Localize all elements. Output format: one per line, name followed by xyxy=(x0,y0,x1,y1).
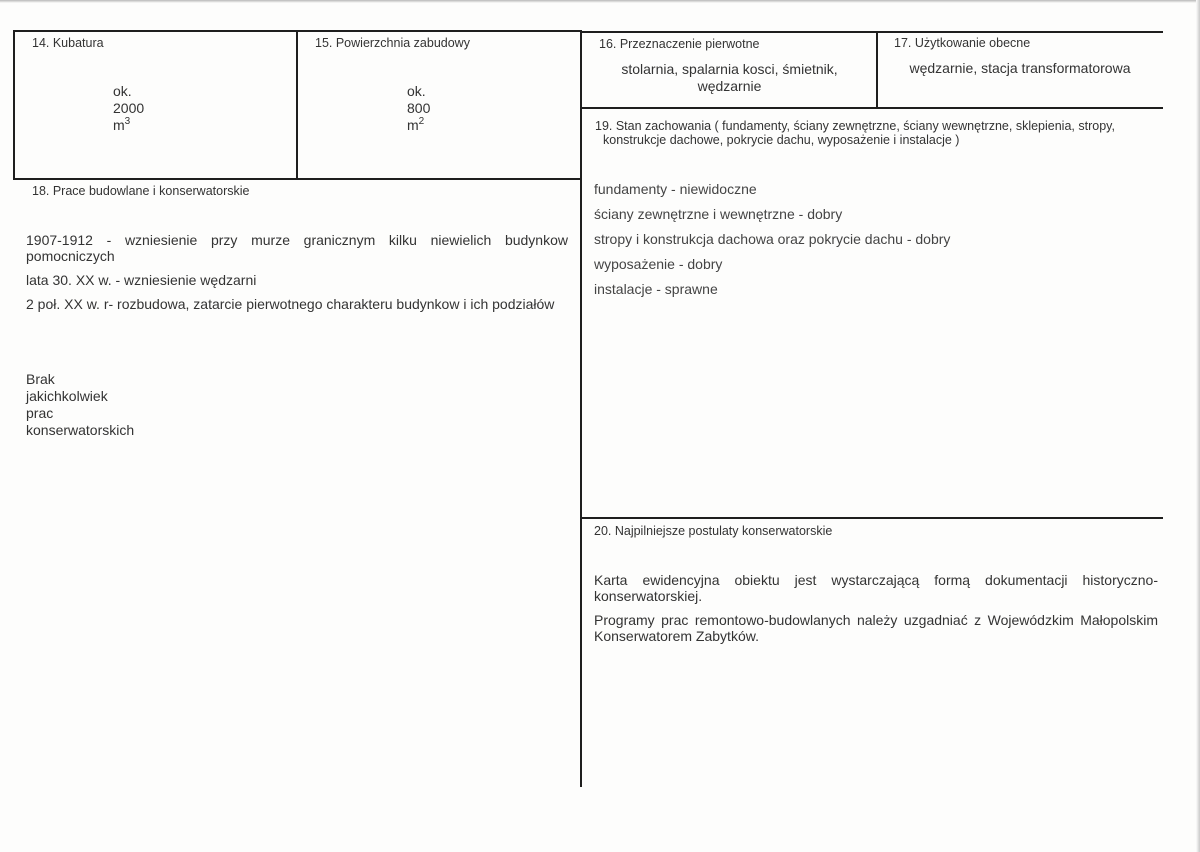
field-17-label: 17. Użytkowanie obecne xyxy=(894,36,1031,50)
field-17-value: wędzarnie, stacja transformatorowa xyxy=(909,60,1131,76)
field-14-value xyxy=(113,83,148,134)
field-19-item-2: ściany zewnętrzne i wewnętrzne - dobry xyxy=(594,206,843,222)
field-19-label-line1: 19. Stan zachowania ( fundamenty, ściany zewnętrzne, ściany wewnętrzne, sklepienia, stropy, xyxy=(595,119,1115,133)
scan-edge-top xyxy=(0,0,1200,3)
rule-f20-top xyxy=(581,517,1163,519)
field-20-label: 20. Najpilniejsze postulaty konserwatorskie xyxy=(594,524,833,538)
field-19-label-line2: konstrukcje dachowe, pokrycie dachu, wyposażenie i instalacje ) xyxy=(603,133,960,147)
field-20-paragraph-2: Programy prac remontowo-budowlanych należy uzgadniać z Wojewódzkim Małopolskim Konserwatorem Zabytków. xyxy=(594,612,1158,644)
field-15-value xyxy=(407,83,434,134)
rule-left-edge xyxy=(13,30,15,180)
field-18-paragraph-1: 1907-1912 - wzniesienie przy murze granicznym kilku niewielich budynkow pomocniczych xyxy=(26,232,568,264)
rule-f14-f15 xyxy=(296,30,298,180)
field-15-label: 15. Powierzchnia zabudowy xyxy=(315,36,470,50)
field-18-note: Brak jakichkolwiek prac konserwatorskich xyxy=(26,371,135,438)
field-16-label: 16. Przeznaczenie pierwotne xyxy=(599,37,760,51)
field-15-unit: m xyxy=(407,117,419,133)
field-15-number: ok. 800 xyxy=(407,83,431,116)
field-20-paragraph-1: Karta ewidencyjna obiektu jest wystarczającą formą dokumentacji historyczno-konserwatorskiej. xyxy=(594,572,1158,604)
field-14-exponent: 3 xyxy=(124,116,131,127)
field-16-value xyxy=(583,61,876,95)
rule-center xyxy=(580,30,582,787)
field-19-item-5: instalacje - sprawne xyxy=(594,281,718,297)
field-15-exponent: 2 xyxy=(418,116,425,127)
field-18-paragraph-2: lata 30. XX w. - wzniesienie wędzarni xyxy=(26,272,257,288)
field-18-label: 18. Prace budowlane i konserwatorskie xyxy=(32,184,250,198)
field-19-item-4: wyposażenie - dobry xyxy=(594,256,723,272)
field-18-body xyxy=(26,232,568,320)
field-20-body xyxy=(594,572,1158,652)
field-14-unit: m xyxy=(113,117,125,133)
rule-top-right xyxy=(581,31,1163,33)
field-16-value-line1: stolarnia, spalarnia kosci, śmietnik, xyxy=(621,61,838,77)
field-19-list xyxy=(594,181,1154,306)
field-18-paragraph-3: 2 poł. XX w. r- rozbudowa, zatarcie pierwotnego charakteru budynkow i ich podziałów xyxy=(26,296,555,312)
field-16-value-line2: wędzarnie xyxy=(697,78,762,94)
field-19-item-1: fundamenty - niewidoczne xyxy=(594,181,757,197)
field-19-item-3: stropy i konstrukcja dachowa oraz pokrycie dachu - dobry xyxy=(594,231,951,247)
scan-edge-right xyxy=(1196,0,1200,852)
rule-row1-right xyxy=(581,107,1163,109)
field-14-number: ok. 2000 xyxy=(113,83,145,116)
field-14-label: 14. Kubatura xyxy=(32,36,104,50)
